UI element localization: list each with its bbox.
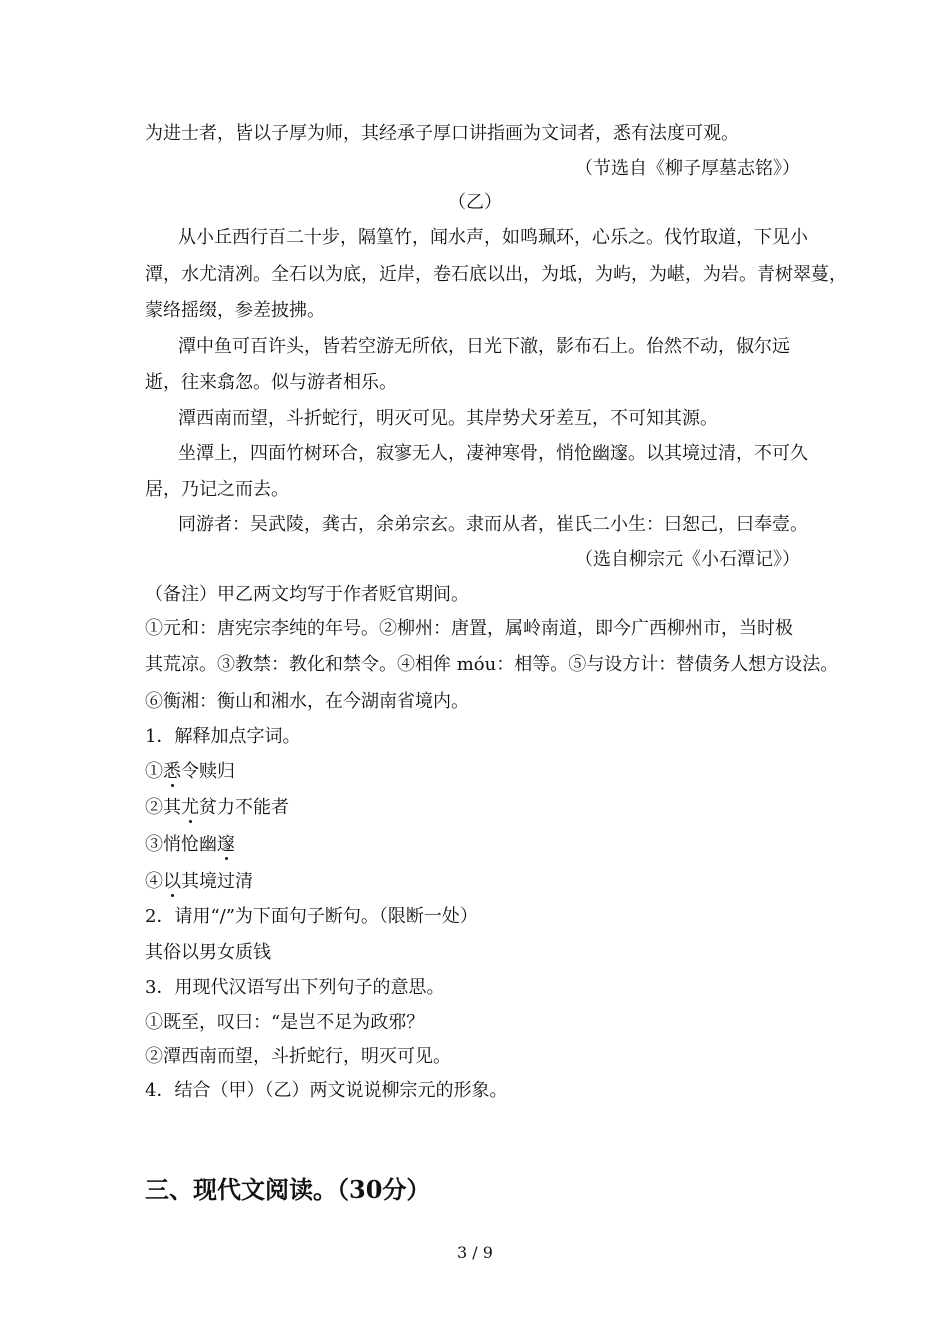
page-number: 3 / 9 bbox=[457, 1243, 493, 1262]
yi-label: （乙） bbox=[448, 192, 502, 213]
question-2-sentence: 其俗以男女质钱 bbox=[145, 942, 271, 963]
question-1-item-d bbox=[145, 871, 253, 893]
notes-line: （备注）甲乙两文均写于作者贬官期间。 bbox=[145, 584, 469, 605]
yi-source: （选自柳宗元《小石潭记》） bbox=[575, 549, 800, 570]
dotted-character: 以 bbox=[163, 871, 181, 892]
item-prefix: ②其 bbox=[145, 797, 181, 818]
item-prefix: ③悄怆幽 bbox=[145, 834, 217, 855]
yi-paragraph-1: 从小丘西行百二十步，隔篁竹，闻水声，如鸣珮环，心乐之。伐竹取道，下见小 bbox=[178, 227, 808, 248]
section-title: 三、现代文阅读。（30分） bbox=[145, 1175, 431, 1204]
question-4: 4．结合（甲）（乙）两文说说柳宗元的形象。 bbox=[145, 1080, 508, 1101]
yi-paragraph-5: 同游者：吴武陵，龚古，余弟宗玄。隶而从者，崔氏二小生：曰恕己，曰奉壹。 bbox=[178, 514, 808, 535]
item-prefix: ① bbox=[145, 761, 163, 782]
notes-line: ①元和：唐宪宗李纯的年号。②柳州：唐置，属岭南道，即今广西柳州市，当时极 bbox=[145, 618, 793, 639]
yi-paragraph-1: 蒙络摇缀，参差披拂。 bbox=[145, 300, 325, 321]
question-2: 2．请用“/”为下面句子断句。（限断一处） bbox=[145, 906, 478, 927]
question-1: 1．解释加点字词。 bbox=[145, 726, 301, 747]
dotted-character: 邃 bbox=[217, 834, 235, 855]
question-1-item-b bbox=[145, 797, 289, 819]
yi-paragraph-1: 潭，水尤清冽。全石以为底，近岸，卷石底以出，为坻，为屿，为嵁，为岩。青树翠蔓， bbox=[145, 264, 847, 285]
item-text: 令赎归 bbox=[181, 761, 235, 782]
yi-paragraph-2: 逝，往来翕忽。似与游者相乐。 bbox=[145, 372, 397, 393]
item-prefix: ④ bbox=[145, 871, 163, 892]
question-3-item-b: ②潭西南而望，斗折蛇行，明灭可见。 bbox=[145, 1046, 451, 1067]
notes-line: 其荒凉。③教禁：教化和禁令。④相侔 móu：相等。⑤与设方计：替债务人想方设法。 bbox=[145, 654, 839, 675]
dotted-character: 悉 bbox=[163, 761, 181, 782]
notes-line: ⑥衡湘：衡山和湘水，在今湖南省境内。 bbox=[145, 691, 469, 712]
yi-paragraph-3: 潭西南而望，斗折蛇行，明灭可见。其岸势犬牙差互，不可知其源。 bbox=[178, 408, 718, 429]
item-text: 贫力不能者 bbox=[199, 797, 289, 818]
question-1-item-c bbox=[145, 834, 235, 856]
jia-source: （节选自《柳子厚墓志铭》） bbox=[575, 158, 800, 179]
yi-paragraph-2: 潭中鱼可百许头，皆若空游无所依，日光下澈，影布石上。佁然不动，俶尔远 bbox=[178, 336, 790, 357]
question-1-item-a bbox=[145, 761, 235, 783]
jia-text-line: 为进士者，皆以子厚为师，其经承子厚口讲指画为文词者，悉有法度可观。 bbox=[145, 123, 739, 144]
yi-paragraph-4: 居，乃记之而去。 bbox=[145, 479, 289, 500]
question-3: 3．用现代汉语写出下列句子的意思。 bbox=[145, 977, 445, 998]
question-3-item-a: ①既至，叹曰：“是岂不足为政邪？ bbox=[145, 1012, 425, 1033]
yi-paragraph-4: 坐潭上，四面竹树环合，寂寥无人，凄神寒骨，悄怆幽邃。以其境过清，不可久 bbox=[178, 443, 808, 464]
item-text: 其境过清 bbox=[181, 871, 253, 892]
dotted-character: 尤 bbox=[181, 797, 199, 818]
